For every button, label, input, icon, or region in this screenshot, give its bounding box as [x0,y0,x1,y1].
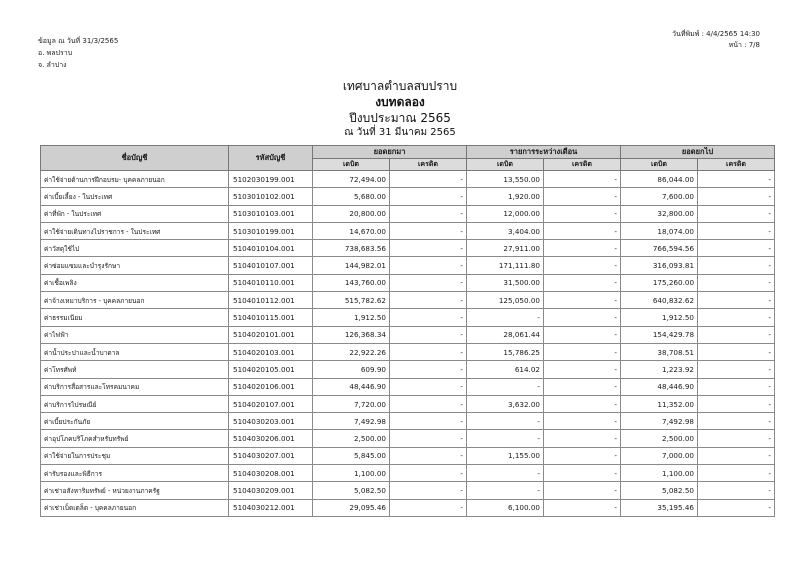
movement-debit: 6,100.00 [467,499,544,516]
opening-debit: 7,492.98 [313,413,390,430]
closing-credit: - [698,447,775,464]
movement-debit: 31,500.00 [467,274,544,291]
closing-credit: - [698,482,775,499]
account-name: ค่าจ้างเหมาบริการ - บุคคลภายนอก [41,292,229,309]
movement-credit: - [544,465,621,482]
account-name: ค่าน้ำประปาและน้ำบาดาล [41,343,229,360]
account-code: 5104010110.001 [229,274,313,291]
table-row [41,257,775,274]
account-name: ค่าเชื้อเพลิง [41,274,229,291]
movement-debit: 3,404.00 [467,222,544,239]
opening-credit: - [390,205,467,222]
table-row [41,240,775,257]
account-code: 5104020107.001 [229,395,313,412]
account-name: ค่าเบี้ยเลี้ยง - ในประเทศ [41,188,229,205]
opening-debit: 5,082.50 [313,482,390,499]
table-row [41,188,775,205]
closing-debit: 18,074.00 [621,222,698,239]
closing-debit: 640,832.62 [621,292,698,309]
account-name: ค่ารับรองและพิธีการ [41,465,229,482]
table-row [41,430,775,447]
opening-debit: 609.90 [313,361,390,378]
movement-debit: 125,050.00 [467,292,544,309]
account-name: ค่าไฟฟ้า [41,326,229,343]
account-name: ค่าใช้จ่ายด้านการฝึกอบรม- บุคคลภายนอก [41,171,229,188]
account-code: 5104020101.001 [229,326,313,343]
movement-debit: 3,632.00 [467,395,544,412]
report-meta-left [38,35,118,71]
table-row [41,395,775,412]
movement-credit: - [544,343,621,360]
movement-credit: - [544,378,621,395]
closing-debit: 35,195.46 [621,499,698,516]
closing-debit: 5,082.50 [621,482,698,499]
organization-name: เทศบาลตำบลสบปราบ [342,79,458,93]
movement-debit: - [467,465,544,482]
table-row [41,326,775,343]
opening-debit: 1,100.00 [313,465,390,482]
col-header-opening-credit: เครดิต [390,159,467,171]
closing-debit: 32,800.00 [621,205,698,222]
opening-credit: - [390,171,467,188]
closing-debit: 1,912.50 [621,309,698,326]
data-as-of: ข้อมูล ณ วันที่ 31/3/2565 [38,37,119,45]
opening-debit: 5,845.00 [313,447,390,464]
closing-credit: - [698,222,775,239]
col-header-opening-debit: เดบิต [313,159,390,171]
report-meta-right [672,29,760,51]
opening-debit: 738,683.56 [313,240,390,257]
closing-credit: - [698,326,775,343]
print-date: วันที่พิมพ์ : 4/4/2565 14:30 [672,30,760,38]
opening-credit: - [390,309,467,326]
opening-debit: 7,720.00 [313,395,390,412]
table-row [41,343,775,360]
account-code: 5104030207.001 [229,447,313,464]
closing-debit: 2,500.00 [621,430,698,447]
closing-debit: 1,223.92 [621,361,698,378]
district: อ. พลปราบ [38,49,73,57]
header-row [41,146,775,159]
movement-debit: 171,111.80 [467,257,544,274]
closing-debit: 86,044.00 [621,171,698,188]
account-code: 5104030208.001 [229,465,313,482]
table-row [41,482,775,499]
closing-credit: - [698,292,775,309]
col-header-movement-debit: เดบิต [467,159,544,171]
opening-debit: 5,680.00 [313,188,390,205]
account-code: 5104010112.001 [229,292,313,309]
closing-debit: 175,260.00 [621,274,698,291]
account-code: 5104010107.001 [229,257,313,274]
opening-credit: - [390,274,467,291]
account-name: ค่าใช้จ่ายในการประชุม [41,447,229,464]
opening-credit: - [390,447,467,464]
movement-credit: - [544,205,621,222]
movement-debit: 1,920.00 [467,188,544,205]
movement-credit: - [544,413,621,430]
table-row [41,413,775,430]
movement-credit: - [544,274,621,291]
table-row [41,222,775,239]
closing-debit: 7,600.00 [621,188,698,205]
opening-credit: - [390,499,467,516]
account-code: 5104020106.001 [229,378,313,395]
opening-credit: - [390,395,467,412]
movement-credit: - [544,188,621,205]
opening-debit: 48,446.90 [313,378,390,395]
account-name: ค่าบริการไปรษณีย์ [41,395,229,412]
account-code: 5104030206.001 [229,430,313,447]
opening-credit: - [390,222,467,239]
province: จ. ลำปาง [38,61,67,69]
movement-credit: - [544,171,621,188]
table-row [41,292,775,309]
movement-credit: - [544,240,621,257]
opening-debit: 14,670.00 [313,222,390,239]
account-name: ค่าเบี้ยประกันภัย [41,413,229,430]
account-code: 5103010103.001 [229,205,313,222]
opening-credit: - [390,292,467,309]
closing-credit: - [698,188,775,205]
report-title-block [0,78,800,139]
opening-debit: 20,800.00 [313,205,390,222]
closing-debit: 316,093.81 [621,257,698,274]
opening-credit: - [390,188,467,205]
table-row [41,205,775,222]
opening-debit: 1,912.50 [313,309,390,326]
movement-credit: - [544,257,621,274]
movement-credit: - [544,499,621,516]
account-name: ค่าซ่อมแซมและบำรุงรักษา [41,257,229,274]
col-header-closing-credit: เครดิต [698,159,775,171]
opening-credit: - [390,482,467,499]
closing-credit: - [698,309,775,326]
col-header-movement: รายการระหว่างเดือน [467,146,621,159]
closing-credit: - [698,257,775,274]
table-row [41,499,775,516]
movement-debit: 614.02 [467,361,544,378]
movement-debit: - [467,482,544,499]
opening-debit: 29,095.46 [313,499,390,516]
opening-debit: 144,982.01 [313,257,390,274]
closing-debit: 7,492.98 [621,413,698,430]
movement-credit: - [544,326,621,343]
movement-debit: 15,786.25 [467,343,544,360]
movement-credit: - [544,292,621,309]
account-name: ค่าเช่าอสังหาริมทรัพย์ - หน่วยงานภาครัฐ [41,482,229,499]
account-code: 5103010102.001 [229,188,313,205]
account-code: 5104020103.001 [229,343,313,360]
page-number: หน้า : 7/8 [728,41,760,49]
closing-credit: - [698,240,775,257]
closing-credit: - [698,274,775,291]
closing-debit: 38,708.51 [621,343,698,360]
opening-credit: - [390,361,467,378]
opening-credit: - [390,240,467,257]
col-header-movement-credit: เครดิต [544,159,621,171]
closing-credit: - [698,378,775,395]
closing-debit: 11,352.00 [621,395,698,412]
account-code: 5104030203.001 [229,413,313,430]
closing-credit: - [698,465,775,482]
movement-credit: - [544,395,621,412]
table-row [41,447,775,464]
account-code: 5103010199.001 [229,222,313,239]
trial-balance-table [40,145,775,517]
movement-credit: - [544,309,621,326]
closing-credit: - [698,395,775,412]
account-code: 5104010115.001 [229,309,313,326]
closing-credit: - [698,413,775,430]
opening-credit: - [390,465,467,482]
closing-credit: - [698,499,775,516]
movement-credit: - [544,361,621,378]
as-of-date: ณ วันที่ 31 มีนาคม 2565 [344,127,456,138]
col-header-closing: ยอดยกไป [621,146,775,159]
table-row [41,361,775,378]
closing-credit: - [698,361,775,378]
account-code: 5104020105.001 [229,361,313,378]
movement-debit: - [467,430,544,447]
movement-credit: - [544,222,621,239]
closing-debit: 48,446.90 [621,378,698,395]
col-header-name: ชื่อบัญชี [41,146,229,171]
opening-credit: - [390,343,467,360]
opening-credit: - [390,430,467,447]
opening-credit: - [390,257,467,274]
closing-credit: - [698,343,775,360]
table-row [41,309,775,326]
col-header-opening: ยอดยกมา [313,146,467,159]
table-row [41,465,775,482]
account-name: ค่าวัสดุใช้ไป [41,240,229,257]
opening-credit: - [390,413,467,430]
movement-debit: 28,061.44 [467,326,544,343]
account-name: ค่าใช้จ่ายเดินทางไปราชการ - ในประเทศ [41,222,229,239]
opening-debit: 143,760.00 [313,274,390,291]
movement-credit: - [544,430,621,447]
report-title: งบทดลอง [375,95,425,109]
opening-debit: 72,494.00 [313,171,390,188]
account-name: ค่าอุปโภคบริโภคสำหรับทรัพย์ [41,430,229,447]
closing-debit: 7,000.00 [621,447,698,464]
account-code: 5102030199.001 [229,171,313,188]
movement-debit: - [467,309,544,326]
col-header-code: รหัสบัญชี [229,146,313,171]
movement-credit: - [544,482,621,499]
closing-credit: - [698,430,775,447]
closing-debit: 1,100.00 [621,465,698,482]
account-name: ค่าที่พัก - ในประเทศ [41,205,229,222]
fiscal-year: ปีงบประมาณ 2565 [349,111,451,125]
account-code: 5104030212.001 [229,499,313,516]
account-code: 5104030209.001 [229,482,313,499]
opening-debit: 22,922.26 [313,343,390,360]
movement-debit: 27,911.00 [467,240,544,257]
account-name: ค่าเช่าเบ็ดเตล็ด - บุคคลภายนอก [41,499,229,516]
table-row [41,378,775,395]
movement-debit: 12,000.00 [467,205,544,222]
movement-debit: 1,155.00 [467,447,544,464]
closing-debit: 766,594.56 [621,240,698,257]
account-code: 5104010104.001 [229,240,313,257]
table-row [41,171,775,188]
opening-credit: - [390,378,467,395]
movement-debit: 13,550.00 [467,171,544,188]
opening-debit: 515,782.62 [313,292,390,309]
movement-debit: - [467,378,544,395]
account-name: ค่าโทรศัพท์ [41,361,229,378]
opening-credit: - [390,326,467,343]
opening-debit: 126,368.34 [313,326,390,343]
closing-credit: - [698,171,775,188]
closing-debit: 154,429.78 [621,326,698,343]
closing-credit: - [698,205,775,222]
col-header-closing-debit: เดบิต [621,159,698,171]
account-name: ค่าบริการสื่อสารและโทรคมนาคม [41,378,229,395]
movement-credit: - [544,447,621,464]
account-name: ค่าธรรมเนียม [41,309,229,326]
table-row [41,274,775,291]
movement-debit: - [467,413,544,430]
opening-debit: 2,500.00 [313,430,390,447]
